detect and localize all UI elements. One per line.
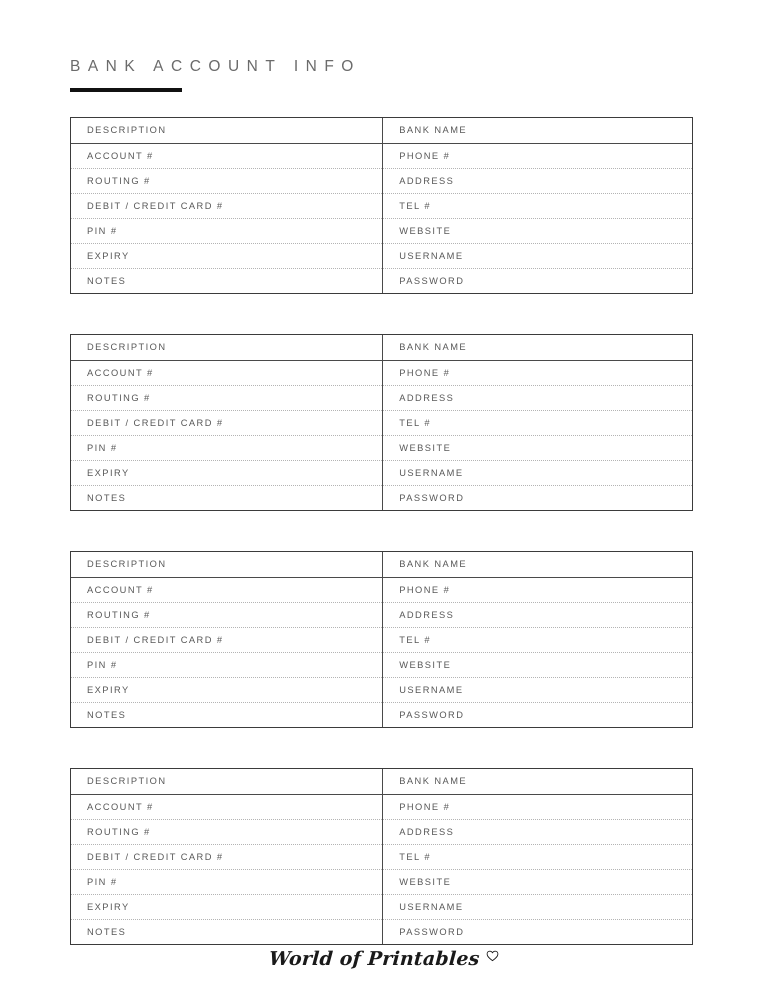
table-row bbox=[71, 435, 692, 460]
bank-account-tables bbox=[70, 117, 693, 945]
table-row bbox=[71, 919, 692, 944]
field-label-right[interactable]: PHONE # bbox=[383, 360, 692, 385]
field-label-left[interactable]: PIN # bbox=[71, 218, 383, 243]
title-underline-rule bbox=[70, 88, 182, 92]
field-label-right[interactable]: WEBSITE bbox=[383, 652, 692, 677]
field-label-left[interactable]: ACCOUNT # bbox=[71, 577, 383, 602]
heart-outline-icon bbox=[486, 949, 499, 962]
field-label-right[interactable]: USERNAME bbox=[383, 243, 692, 268]
field-label-right[interactable]: WEBSITE bbox=[383, 435, 692, 460]
column-header-bank-name: BANK NAME bbox=[383, 552, 692, 577]
field-label-left[interactable]: NOTES bbox=[87, 275, 127, 286]
table-row bbox=[71, 485, 692, 510]
field-label-left[interactable]: NOTES bbox=[87, 926, 127, 937]
field-label-left[interactable]: NOTES bbox=[87, 492, 127, 503]
column-header-description: DESCRIPTION bbox=[71, 335, 383, 360]
field-label-left[interactable]: PIN # bbox=[71, 435, 383, 460]
field-label-right[interactable]: ADDRESS bbox=[383, 168, 692, 193]
field-label-right[interactable]: PHONE # bbox=[383, 577, 692, 602]
column-header-description: DESCRIPTION bbox=[71, 769, 383, 794]
page-title: BANK ACCOUNT INFO bbox=[70, 58, 361, 75]
column-header-description: DESCRIPTION bbox=[71, 118, 383, 143]
table-row bbox=[71, 193, 692, 218]
table-row bbox=[71, 702, 692, 727]
field-label-right[interactable]: PASSWORD bbox=[383, 268, 692, 293]
field-label-left[interactable]: ACCOUNT # bbox=[71, 794, 383, 819]
account-table bbox=[71, 335, 692, 510]
table-row bbox=[71, 794, 692, 819]
field-label-left[interactable]: EXPIRY bbox=[71, 243, 383, 268]
field-label-left[interactable]: EXPIRY bbox=[71, 894, 383, 919]
field-label-left[interactable]: DEBIT / CREDIT CARD # bbox=[71, 193, 383, 218]
field-label-right[interactable]: PASSWORD bbox=[383, 919, 692, 944]
table-row bbox=[71, 168, 692, 193]
brand-wordmark: World of Printables bbox=[268, 948, 481, 970]
account-table-block bbox=[70, 334, 693, 511]
field-label-left[interactable]: DEBIT / CREDIT CARD # bbox=[71, 410, 383, 435]
account-table bbox=[71, 552, 692, 727]
table-header-row bbox=[71, 118, 692, 143]
field-label-left[interactable]: ACCOUNT # bbox=[71, 143, 383, 168]
table-row bbox=[71, 577, 692, 602]
column-header-bank-name: BANK NAME bbox=[383, 335, 692, 360]
field-label-left[interactable]: DEBIT / CREDIT CARD # bbox=[71, 627, 383, 652]
field-label-right[interactable]: WEBSITE bbox=[383, 218, 692, 243]
table-row bbox=[71, 460, 692, 485]
field-label-right[interactable]: WEBSITE bbox=[383, 869, 692, 894]
field-label-left[interactable]: EXPIRY bbox=[71, 677, 383, 702]
field-label-left[interactable]: NOTES bbox=[87, 709, 127, 720]
field-label-left[interactable]: ROUTING # bbox=[71, 602, 383, 627]
account-table bbox=[71, 118, 692, 293]
field-label-left[interactable]: EXPIRY bbox=[71, 460, 383, 485]
field-label-right[interactable]: USERNAME bbox=[383, 894, 692, 919]
column-header-description: DESCRIPTION bbox=[71, 552, 383, 577]
table-row bbox=[71, 268, 692, 293]
field-label-right[interactable]: ADDRESS bbox=[383, 819, 692, 844]
field-label-right[interactable]: TEL # bbox=[383, 193, 692, 218]
table-header-row bbox=[71, 769, 692, 794]
field-label-right[interactable]: TEL # bbox=[383, 627, 692, 652]
account-table bbox=[71, 769, 692, 944]
field-label-left[interactable]: PIN # bbox=[71, 869, 383, 894]
field-label-left[interactable]: PIN # bbox=[71, 652, 383, 677]
field-label-right[interactable]: TEL # bbox=[383, 844, 692, 869]
column-header-bank-name: BANK NAME bbox=[383, 769, 692, 794]
page-header bbox=[70, 58, 361, 92]
field-label-right[interactable]: USERNAME bbox=[383, 460, 692, 485]
table-row bbox=[71, 627, 692, 652]
table-row bbox=[71, 385, 692, 410]
table-row bbox=[71, 652, 692, 677]
field-label-right[interactable]: PASSWORD bbox=[383, 485, 692, 510]
field-label-left[interactable]: ROUTING # bbox=[71, 168, 383, 193]
account-table-block bbox=[70, 551, 693, 728]
table-row bbox=[71, 844, 692, 869]
field-label-right[interactable]: ADDRESS bbox=[383, 385, 692, 410]
column-header-bank-name: BANK NAME bbox=[383, 118, 692, 143]
table-row bbox=[71, 677, 692, 702]
table-row bbox=[71, 602, 692, 627]
table-row bbox=[71, 410, 692, 435]
field-label-left[interactable]: ACCOUNT # bbox=[71, 360, 383, 385]
table-row bbox=[71, 243, 692, 268]
field-label-right[interactable]: ADDRESS bbox=[383, 602, 692, 627]
footer-brand bbox=[0, 948, 768, 970]
account-table-block bbox=[70, 117, 693, 294]
field-label-right[interactable]: PHONE # bbox=[383, 794, 692, 819]
field-label-right[interactable]: PHONE # bbox=[383, 143, 692, 168]
account-table-block bbox=[70, 768, 693, 945]
table-row bbox=[71, 218, 692, 243]
table-row bbox=[71, 869, 692, 894]
table-row bbox=[71, 360, 692, 385]
field-label-right[interactable]: USERNAME bbox=[383, 677, 692, 702]
table-row bbox=[71, 819, 692, 844]
table-header-row bbox=[71, 335, 692, 360]
field-label-left[interactable]: ROUTING # bbox=[71, 819, 383, 844]
table-row bbox=[71, 894, 692, 919]
field-label-right[interactable]: TEL # bbox=[383, 410, 692, 435]
field-label-left[interactable]: DEBIT / CREDIT CARD # bbox=[71, 844, 383, 869]
table-header-row bbox=[71, 552, 692, 577]
field-label-left[interactable]: ROUTING # bbox=[71, 385, 383, 410]
field-label-right[interactable]: PASSWORD bbox=[383, 702, 692, 727]
table-row bbox=[71, 143, 692, 168]
